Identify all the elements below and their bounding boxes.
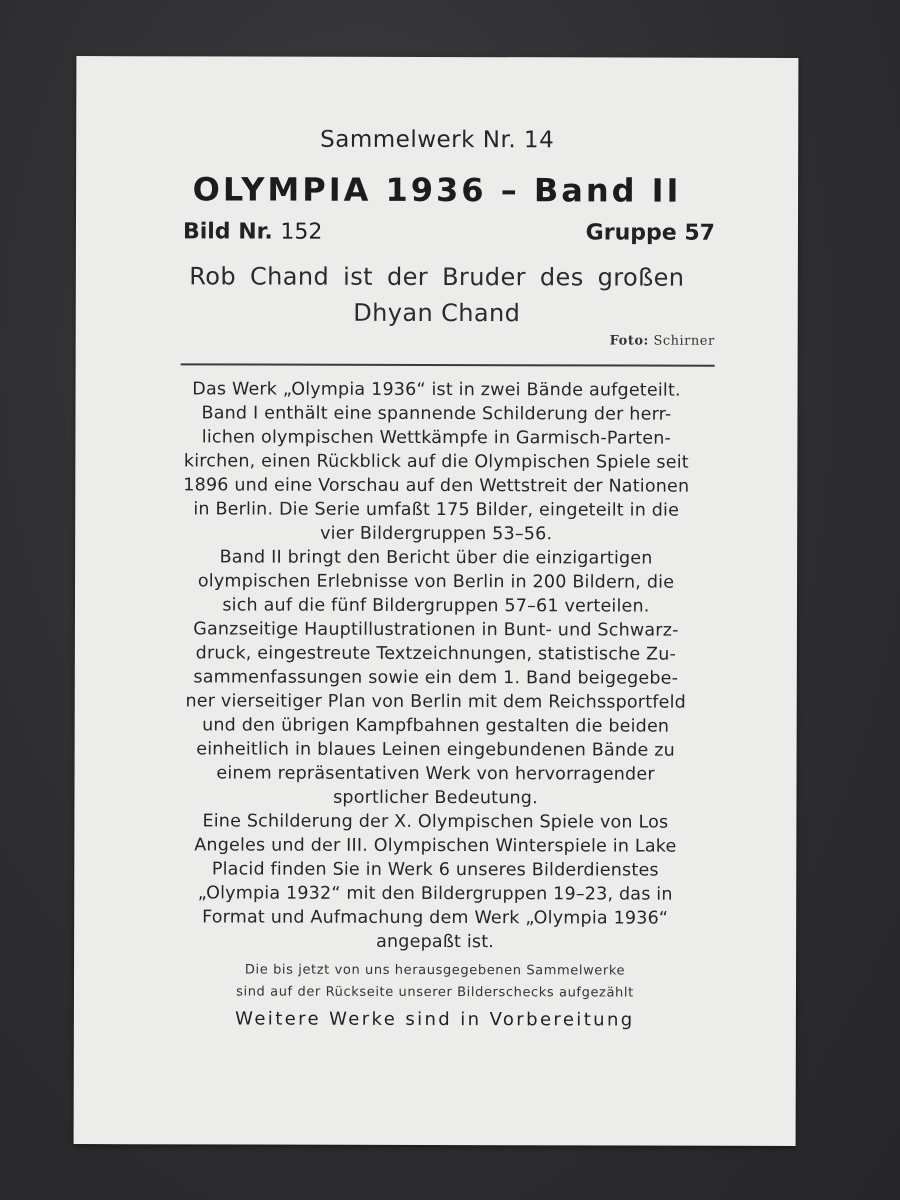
- body-line: Format und Aufmachung dem Werk „Olympia 1936“: [202, 907, 669, 929]
- body-line: sich auf die fünf Bildergruppen 57–61 verteilen.: [222, 595, 650, 617]
- divider-rule: [181, 363, 715, 366]
- body-line: Eine Schilderung der X. Olympischen Spiele von Los: [202, 811, 669, 833]
- body-line: in Berlin. Die Serie umfaßt 175 Bilder, eingeteilt in die: [193, 499, 680, 521]
- body-line: druck, eingestreute Textzeichnungen, statistische Zu-: [195, 643, 677, 665]
- caption-line: Dhyan Chand: [353, 298, 521, 328]
- body-line: Das Werk „Olympia 1936“ ist in zwei Bände aufgeteilt.: [192, 379, 681, 401]
- series-heading: Sammelwerk Nr. 14: [320, 126, 555, 154]
- body-line: Placid finden Sie in Werk 6 unseres Bilderdienstes: [211, 859, 659, 881]
- footer-text: Weitere Werke sind in Vorbereitung: [235, 1008, 635, 1031]
- photo-credit-name: Schirner: [653, 333, 715, 349]
- body-line: angepaßt ist.: [376, 931, 495, 953]
- body-line: kirchen, einen Rückblick auf die Olympischen Spiele seit: [183, 451, 689, 473]
- photo-credit-label: Foto:: [609, 333, 649, 349]
- collector-card-back: [74, 56, 799, 1146]
- card-title: OLYMPIA 1936 – Band II: [192, 170, 682, 210]
- body-line: lichen olympischen Wettkämpfe in Garmisch-Parten-: [201, 427, 672, 449]
- body-line: ner vierseitiger Plan von Berlin mit dem Reichssportfeld: [185, 691, 687, 713]
- body-line: sammenfassungen sowie ein dem 1. Band beigegebe-: [193, 667, 679, 689]
- caption-line: Rob Chand ist der Bruder des großen: [189, 262, 685, 292]
- picture-number: [183, 219, 322, 244]
- body-line: 1896 und eine Vorschau auf den Wettstreit der Nationen: [183, 475, 690, 497]
- picture-number-label: Bild Nr.: [182, 219, 273, 245]
- group-number: Gruppe 57: [585, 220, 715, 246]
- body-line: Band I enthält eine spannende Schilderung der herr-: [201, 403, 672, 425]
- body-line: Angeles und der III. Olympischen Winterspiele in Lake: [194, 835, 677, 857]
- note-line: sind auf der Rückseite unserer Bilderschecks aufgezählt: [236, 984, 634, 1001]
- body-line: sportlicher Bedeutung.: [333, 787, 538, 809]
- photo-credit: [610, 333, 715, 348]
- body-line: einem repräsentativen Werk von hervorragender: [216, 763, 655, 785]
- body-line: Band II bringt den Bericht über die einzigartigen: [219, 547, 653, 569]
- picture-number-value: 152: [280, 219, 323, 245]
- body-line: einheitlich in blaues Leinen eingebundenen Bände zu: [196, 739, 675, 761]
- body-line: und den übrigen Kampfbahnen gestalten die beiden: [202, 715, 670, 737]
- body-line: vier Bildergruppen 53–56.: [320, 523, 553, 545]
- body-line: olympischen Erlebnisse von Berlin in 200 Bildern, die: [197, 571, 675, 593]
- note-line: Die bis jetzt von uns herausgegebenen Sammelwerke: [244, 962, 626, 979]
- body-line: „Olympia 1932“ mit den Bildergruppen 19–23, das in: [197, 883, 673, 905]
- body-line: Ganzseitige Hauptillustrationen in Bunt- und Schwarz-: [193, 619, 679, 641]
